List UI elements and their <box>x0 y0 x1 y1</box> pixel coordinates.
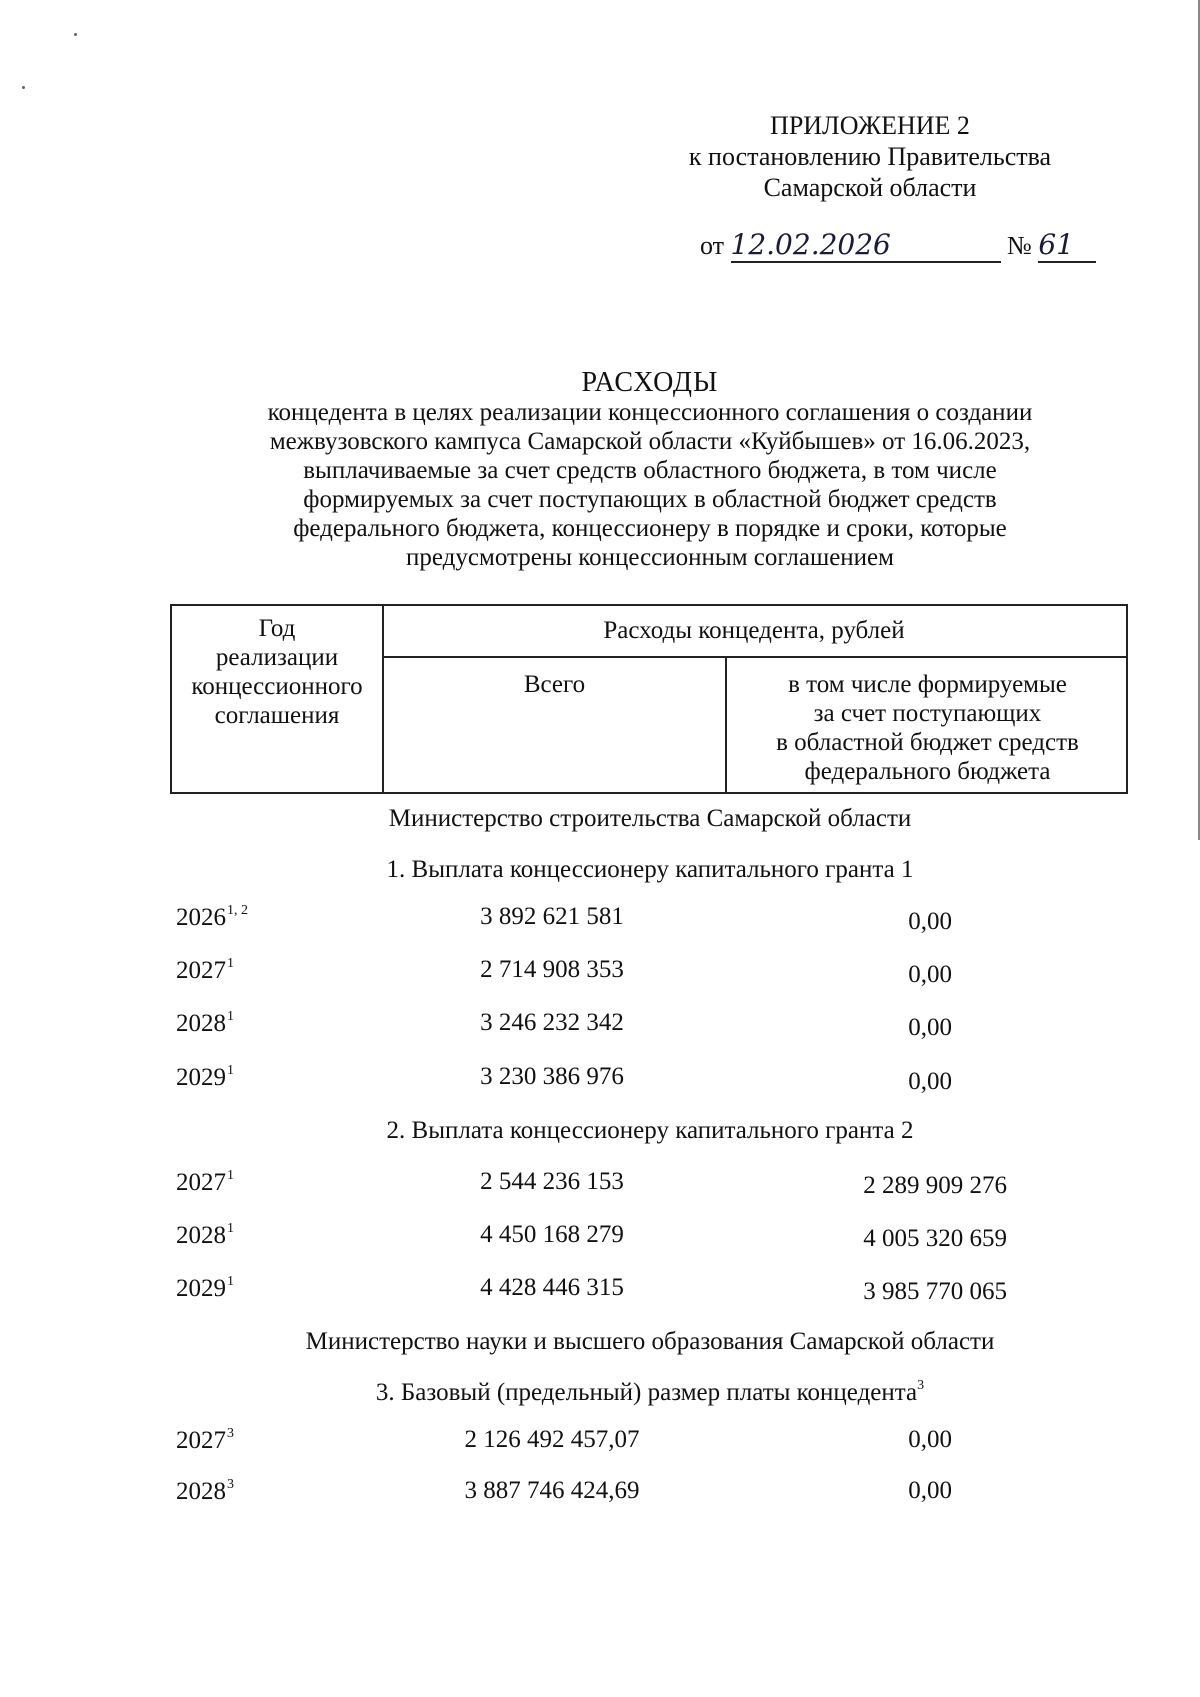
row-total: 3 887 746 424,69 <box>464 1477 640 1504</box>
subtitle-line: предусмотрены концессионным соглашением <box>406 544 894 571</box>
scan-speck <box>22 86 25 89</box>
document-title: РАСХОДЫ <box>581 367 719 398</box>
row-total: 2 126 492 457,07 <box>464 1426 640 1453</box>
annex-title: ПРИЛОЖЕНИЕ 2 <box>770 111 970 140</box>
date-field <box>731 228 1001 263</box>
item-heading: 1. Выплата концессионеру капитального гранта 1 <box>386 856 914 883</box>
row-total: 3 246 232 342 <box>480 1009 624 1036</box>
subtitle-line: концедента в целях реализации концессионного соглашения о создании <box>267 399 1033 426</box>
annex-region: Самарской области <box>763 173 977 202</box>
row-federal: 2 289 909 276 <box>863 1172 1007 1199</box>
subtitle-line: федерального бюджета, концессионеру в порядке и сроки, которые <box>293 515 1007 542</box>
subtitle-line: выплачиваемые за счет средств областного бюджета, в том числе <box>303 457 997 484</box>
row-federal: 0,00 <box>908 1426 952 1453</box>
row-total: 4 450 168 279 <box>480 1221 624 1248</box>
item-heading: 2. Выплата концессионеру капитального гранта 2 <box>386 1117 914 1144</box>
row-total: 4 428 446 315 <box>480 1274 624 1301</box>
row-total: 3 230 386 976 <box>480 1063 624 1090</box>
row-year: 2028$^1$ <box>176 1221 234 1249</box>
annex-block <box>640 110 1100 203</box>
annex-decree-ref: к постановлению Правительства <box>688 142 1052 171</box>
date-prefix: от <box>700 231 725 260</box>
header-year: Год реализации концессионного соглашения <box>191 615 363 729</box>
header-expenses-group: Расходы концедента, рублей <box>603 617 905 644</box>
header-total: Всего <box>523 671 586 698</box>
subtitle-line: межвузовского кампуса Самарской области «Куйбышев» от 16.06.2023, <box>269 428 1031 455</box>
row-total: 2 714 908 353 <box>480 956 624 983</box>
row-total: 3 892 621 581 <box>480 903 624 930</box>
row-federal: 0,00 <box>908 1477 952 1504</box>
decree-date-row <box>700 228 1096 262</box>
row-year: 2027$^3$ <box>176 1426 234 1454</box>
number-prefix: № <box>1007 231 1032 260</box>
ministry-heading: Министерство науки и высшего образования Самарской области <box>305 1328 995 1355</box>
subtitle-line: формируемых за счет поступающих в областной бюджет средств <box>303 486 997 513</box>
row-year: 2026$^{1, 2}$ <box>176 903 248 931</box>
table-divider <box>382 656 1126 658</box>
row-federal: 0,00 <box>908 1014 952 1041</box>
row-year: 2028$^3$ <box>176 1477 234 1505</box>
handwritten-number: 61 <box>1038 228 1074 261</box>
row-total: 2 544 236 153 <box>480 1168 624 1195</box>
row-federal: 0,00 <box>908 1068 952 1095</box>
ministry-heading: Министерство строительства Самарской области <box>388 805 912 832</box>
row-federal: 3 985 770 065 <box>863 1278 1007 1305</box>
scan-speck <box>74 33 77 36</box>
row-year: 2027$^1$ <box>176 956 234 984</box>
row-federal: 4 005 320 659 <box>863 1225 1007 1252</box>
row-year: 2027$^1$ <box>176 1168 234 1196</box>
item-heading: 3. Базовый (предельный) размер платы концедента$^3$ <box>375 1378 925 1406</box>
handwritten-date: 12.02.2026 <box>730 228 891 261</box>
row-federal: 0,00 <box>908 908 952 935</box>
row-year: 2029$^1$ <box>176 1063 234 1091</box>
header-federal: в том числе формируемые за счет поступающих в областной бюджет средств федерального бюджета <box>776 671 1079 785</box>
number-field <box>1038 228 1096 263</box>
row-year: 2028$^1$ <box>176 1009 234 1037</box>
row-year: 2029$^1$ <box>176 1274 234 1302</box>
row-federal: 0,00 <box>908 961 952 988</box>
table-header <box>170 604 1128 794</box>
document-subtitle <box>205 398 1095 572</box>
